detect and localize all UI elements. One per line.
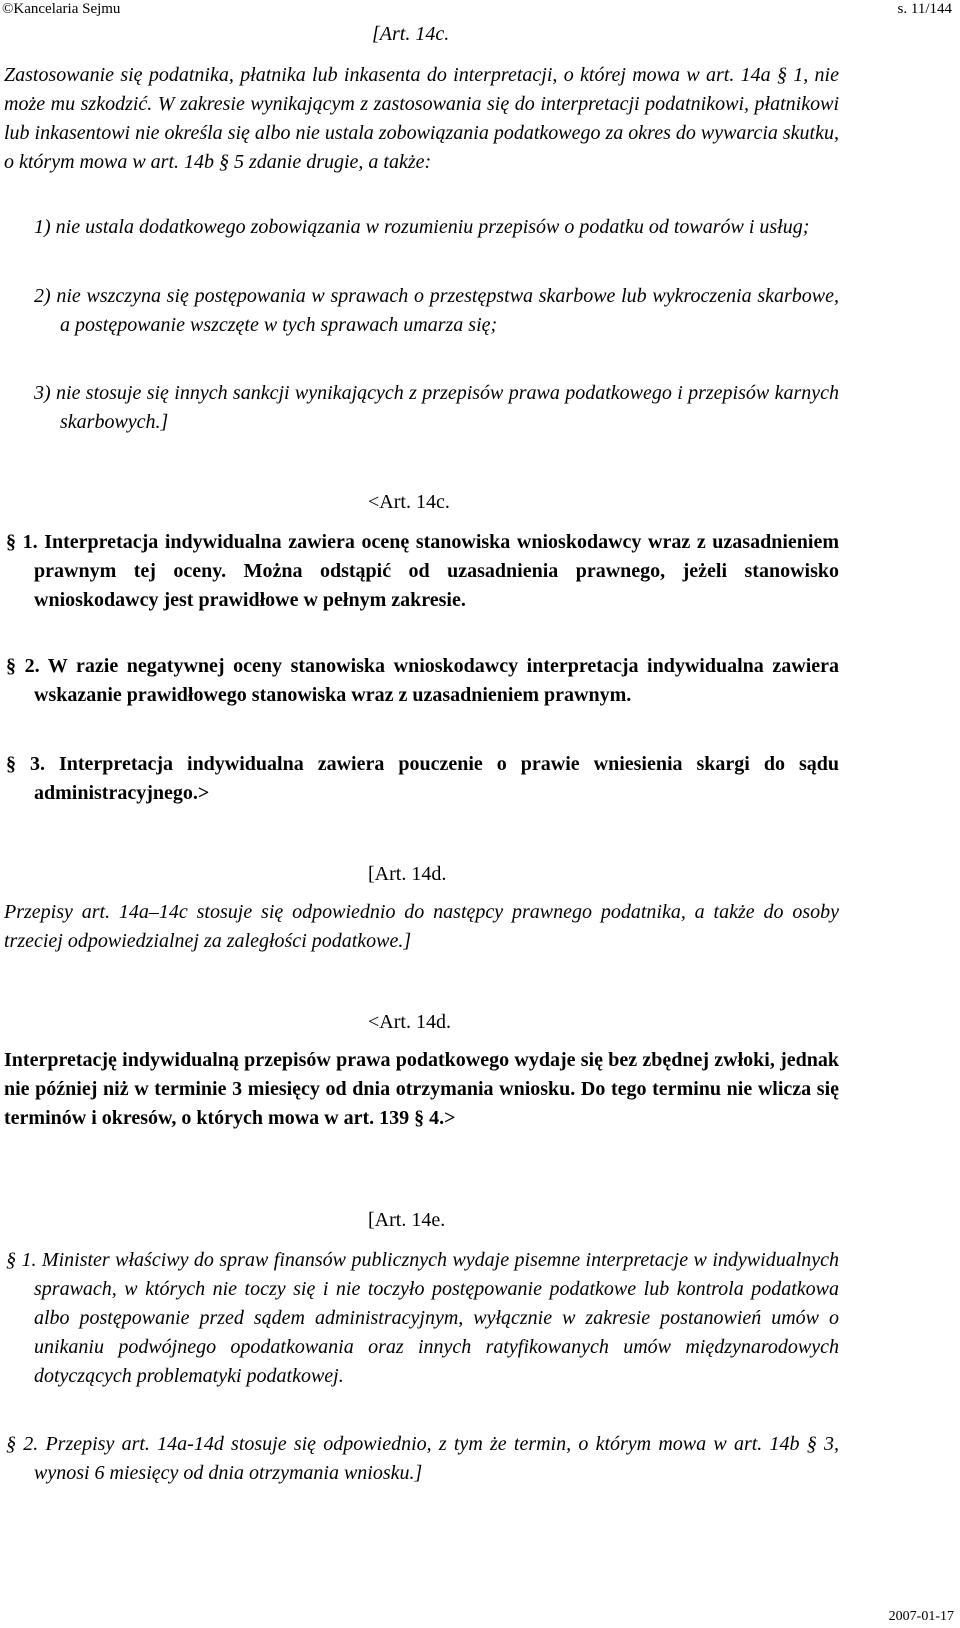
art-14d-old-title: [Art. 14d. (368, 863, 447, 885)
art-14c-old-title: [Art. 14c. (372, 23, 450, 45)
art-14c-old-item-2: 2) nie wszczyna się postępowania w sprawach o przestępstwa skarbowe lub wykroczenia skarbowe, a postępowanie wszczęte w tych sprawach umarza się; (34, 285, 839, 336)
art-14c-old-item-3: 3) nie stosuje się innych sankcji wynikających z przepisów prawa podatkowego i przepisów karnych skarbowych.] (34, 382, 839, 433)
art-14e-old-par-1: § 1. Minister właściwy do spraw finansów publicznych wydaje pisemne interpretacje w indywidualnych sprawach, w których nie toczy się i nie toczyło postępowanie podatkowe lub kontrola podatkowa albo postępowanie przed sądem administracyjnym, wyłącznie w zakresie postanowień umów o unikaniu podwójnego opodatkowania oraz innych ratyfikowanych umów międzynarodowych dotyczących problematyki podatkowej. (6, 1249, 839, 1387)
art-14c-new-par-3: § 3. Interpretacja indywidualna zawiera pouczenie o prawie wniesienia skargi do sądu administracyjnego.> (6, 753, 839, 804)
header-page-number: s. 11/144 (897, 1, 952, 17)
page-header (0, 0, 960, 18)
art-14d-new-title: <Art. 14d. (368, 1011, 451, 1033)
page-footer-date: 2007-01-17 (888, 1609, 954, 1624)
art-14c-old-item-1: 1) nie ustala dodatkowego zobowiązania w rozumieniu przepisów o podatku od towarów i usług; (34, 216, 810, 238)
art-14c-new-title: <Art. 14c. (368, 491, 450, 513)
art-14c-new-par-2: § 2. W razie negatywnej oceny stanowiska wnioskodawcy interpretacja indywidualna zawiera wskazanie prawidłowego stanowiska wraz z uzasadnieniem prawnym. (6, 655, 839, 706)
art-14c-new-par-1: § 1. Interpretacja indywidualna zawiera ocenę stanowiska wnioskodawcy wraz z uzasadnieniem prawnym tej oceny. Można odstąpić od uzasadnienia prawnego, jeżeli stanowisko wnioskodawcy jest prawidłowe w pełnym zakresie. (6, 531, 839, 611)
art-14c-old-intro: Zastosowanie się podatnika, płatnika lub inkasenta do interpretacji, o której mowa w art. 14a § 1, nie może mu szkodzić. W zakresie wynikającym z zastosowania się do interpretacji podatnikowi, płatnikowi lub inkasentowi nie określa się albo nie ustala zobowiązania podatkowego za okres do wywarcia skutku, o którym mowa w art. 14b § 5 zdanie drugie, a także: (4, 64, 839, 173)
header-publisher: ©Kancelaria Sejmu (2, 1, 121, 17)
art-14d-new-text: Interpretację indywidualną przepisów prawa podatkowego wydaje się bez zbędnej zwłoki, jednak nie później niż w terminie 3 miesięcy od dnia otrzymania wniosku. Do tego terminu nie wlicza się terminów i okresów, o których mowa w art. 139 § 4.> (4, 1049, 839, 1129)
art-14d-old-text: Przepisy art. 14a–14c stosuje się odpowiednio do następcy prawnego podatnika, a także do osoby trzeciej odpowiedzialnej za zaległości podatkowe.] (4, 901, 839, 952)
art-14e-old-par-2: § 2. Przepisy art. 14a-14d stosuje się odpowiednio, z tym że termin, o którym mowa w art. 14b § 3, wynosi 6 miesięcy od dnia otrzymania wniosku.] (6, 1433, 839, 1484)
art-14e-old-title: [Art. 14e. (368, 1209, 446, 1231)
